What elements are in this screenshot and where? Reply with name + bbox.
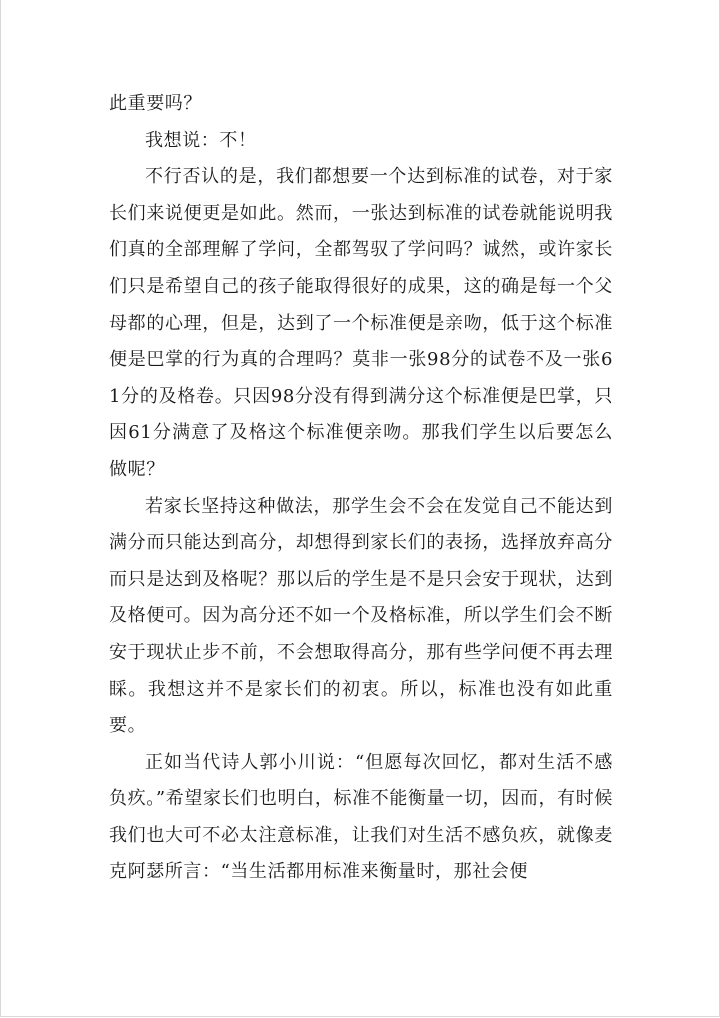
paragraph-continuation: 此重要吗？ [109,93,202,114]
paragraph-answer: 我想说：不！ [145,129,257,151]
document-body [109,86,613,891]
paragraph-standard-test: 不行否认的是，我们都想要一个达到标准的试卷，对于家长们来说便更是如此。然而，一张达到标准的试卷就能说明我们真的全部理解了学问，全都驾驭了学问吗？诚然，或许家长们只是希望自己的孩子能取得很好的成果，这的确是每一个父母都的心理，但是，达到了一个标准便是亲吻，低于这个标准便是巴掌的行为真的合理吗？莫非一张98分的试卷不及一张61分的及格卷。只因98分没有得到满分这个标准便是巴掌，只因61分满意了及格这个标准便亲吻。那我们学生以后要怎么做呢？ [109,166,613,480]
paragraph-quote: 正如当代诗人郭小川说：“但愿每次回忆，都对生活不感负疚。”希望家长们也明白，标准不能衡量一切，因而，有时候我们也大可不必太注意标准，让我们对生活不感负疚，就像麦克阿瑟所言：“当生活都用标准来衡量时，那社会便 [109,751,613,883]
paragraph-student-choice: 若家长坚持这种做法，那学生会不会在发觉自己不能达到满分而只能达到高分，却想得到家长们的表扬，选择放弃高分而只是达到及格呢？那以后的学生是不是只会安于现状，达到及格便可。因为高分还不如一个及格标准，所以学生们会不断安于现状止步不前，不会想取得高分，那有些学问便不再去理睬。我想这并不是家长们的初衷。所以，标准也没有如此重要。 [109,495,613,737]
